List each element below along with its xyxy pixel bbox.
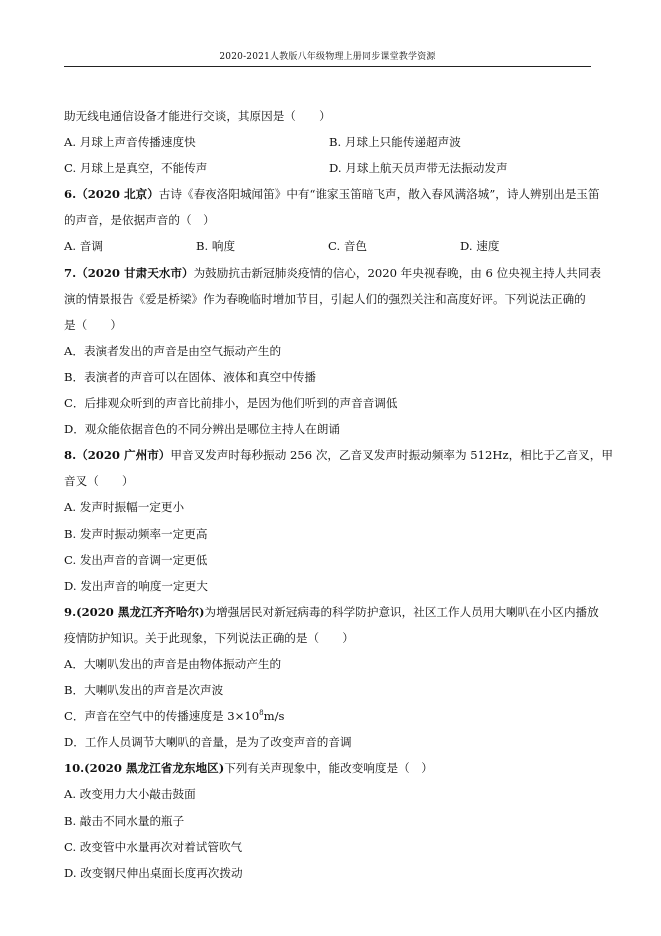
q10-stem-text: 下列有关声现象中，能改变响度是（ ） (224, 761, 433, 776)
q8-stem-text: 甲音叉发声时每秒振动 256 次，乙音叉发声时振动频率为 512Hz，相比于乙音叉，甲 (170, 448, 613, 463)
q9-option-c-unit: m/s (263, 709, 285, 724)
q8-option-c: C. 发出声音的音调一定更低 (64, 552, 208, 567)
q9-stem-text: 为增强居民对新冠病毒的科学防护意识，社区工作人员用大喇叭在小区内播放 (204, 604, 599, 619)
q6-option-d: D. 速度 (460, 239, 500, 254)
q6-option-b: B. 响度 (196, 239, 236, 254)
q10-number: 10. (64, 761, 85, 776)
q9-source: (2020 黑龙江齐齐哈尔) (76, 604, 205, 619)
q7-stem-text: 为鼓励抗击新冠肺炎疫情的信心，2020 年央视春晚，由 6 位央视主持人共同表 (193, 265, 601, 280)
q5-stem-tail: 助无线电通信设备才能进行交谈，其原因是（ ） (64, 109, 331, 123)
q7-stem-line-2: 演的情景报告《爱是桥梁》作为春晚临时增加节目，引起人们的强烈关注和高度好评。下列说法正确的 (64, 291, 586, 306)
q5-option-b: B. 月球上只能传递超声波 (329, 135, 461, 150)
q9-option-a: A．大喇叭发出的声音是由物体振动产生的 (64, 656, 282, 671)
q8-stem-line-2: 音叉（ ） (64, 474, 134, 489)
q5-options-row-1 (64, 129, 594, 155)
q8-number: 8. (64, 448, 77, 463)
q10-option-a: A. 改变用力大小敲击鼓面 (64, 787, 196, 802)
q6-stem-line-1 (64, 181, 600, 207)
q6-number: 6. (64, 187, 77, 202)
q9-option-c-exponent: 8 (259, 709, 264, 718)
q6-source: （2020 北京） (76, 187, 159, 202)
q7-option-a: A．表演者发出的声音是由空气振动产生的 (64, 343, 282, 358)
q9-option-b: B．大喇叭发出的声音是次声波 (64, 683, 224, 698)
q5-option-a: A. 月球上声音传播速度快 (64, 135, 196, 150)
q7-source: （2020 甘肃天水市） (76, 265, 194, 280)
q5-options-row-2 (64, 155, 594, 181)
q9-number: 9. (64, 604, 77, 619)
question-list (64, 103, 613, 886)
q6-options-row (64, 233, 594, 259)
q10-stem-line (64, 755, 594, 781)
q8-stem-line-1 (64, 442, 613, 468)
q10-option-d: D. 改变钢尺伸出桌面长度再次拨动 (64, 865, 243, 880)
q5-option-d: D. 月球上航天员声带无法振动发声 (329, 161, 508, 176)
q10-option-b: B. 敲击不同水量的瓶子 (64, 813, 185, 828)
q8-source: （2020 广州市） (76, 448, 171, 463)
q7-stem-line-1 (64, 260, 601, 286)
q8-option-d: D. 发出声音的响度一定更大 (64, 578, 208, 593)
q6-option-a: A. 音调 (64, 239, 103, 254)
q7-option-c: C．后排观众听到的声音比前排小，是因为他们听到的声音音调低 (64, 396, 398, 411)
q9-stem-line-2: 疫情防护知识。关于此现象，下列说法正确的是（ ） (64, 630, 354, 645)
q7-option-d: D．观众能依据音色的不同分辨出是哪位主持人在朗诵 (64, 422, 340, 437)
q6-stem-text: 古诗《春夜洛阳城闻笛》中有“谁家玉笛暗飞声，散入春风满洛城”，诗人辨别出是玉笛 (158, 187, 600, 202)
q5-option-c: C. 月球上是真空，不能传声 (64, 161, 208, 176)
q8-option-b: B. 发声时振动频率一定更高 (64, 526, 208, 541)
q9-option-c-prefix: C．声音在空气中的传播速度是 3×10 (64, 709, 260, 724)
q7-option-b: B．表演者的声音可以在固体、液体和真空中传播 (64, 369, 316, 384)
q9-option-d: D．工作人员调节大喇叭的音量，是为了改变声音的音调 (64, 735, 352, 750)
page-header: 2020-2021人教版八年级物理上册同步课堂教学资源 (64, 49, 591, 67)
q10-source: (2020 黑龙江省龙东地区) (84, 761, 225, 776)
q10-option-c: C. 改变管中水量再次对着试管吹气 (64, 839, 243, 854)
q9-option-c (64, 703, 594, 729)
q7-number: 7. (64, 265, 77, 280)
q8-option-a: A. 发声时振幅一定更小 (64, 500, 185, 515)
q7-stem-line-3: 是（ ） (64, 317, 122, 332)
q6-option-c: C. 音色 (328, 239, 368, 254)
q9-stem-line-1 (64, 599, 599, 625)
q6-stem-line-2: 的声音，是依据声音的（ ） (64, 213, 215, 228)
